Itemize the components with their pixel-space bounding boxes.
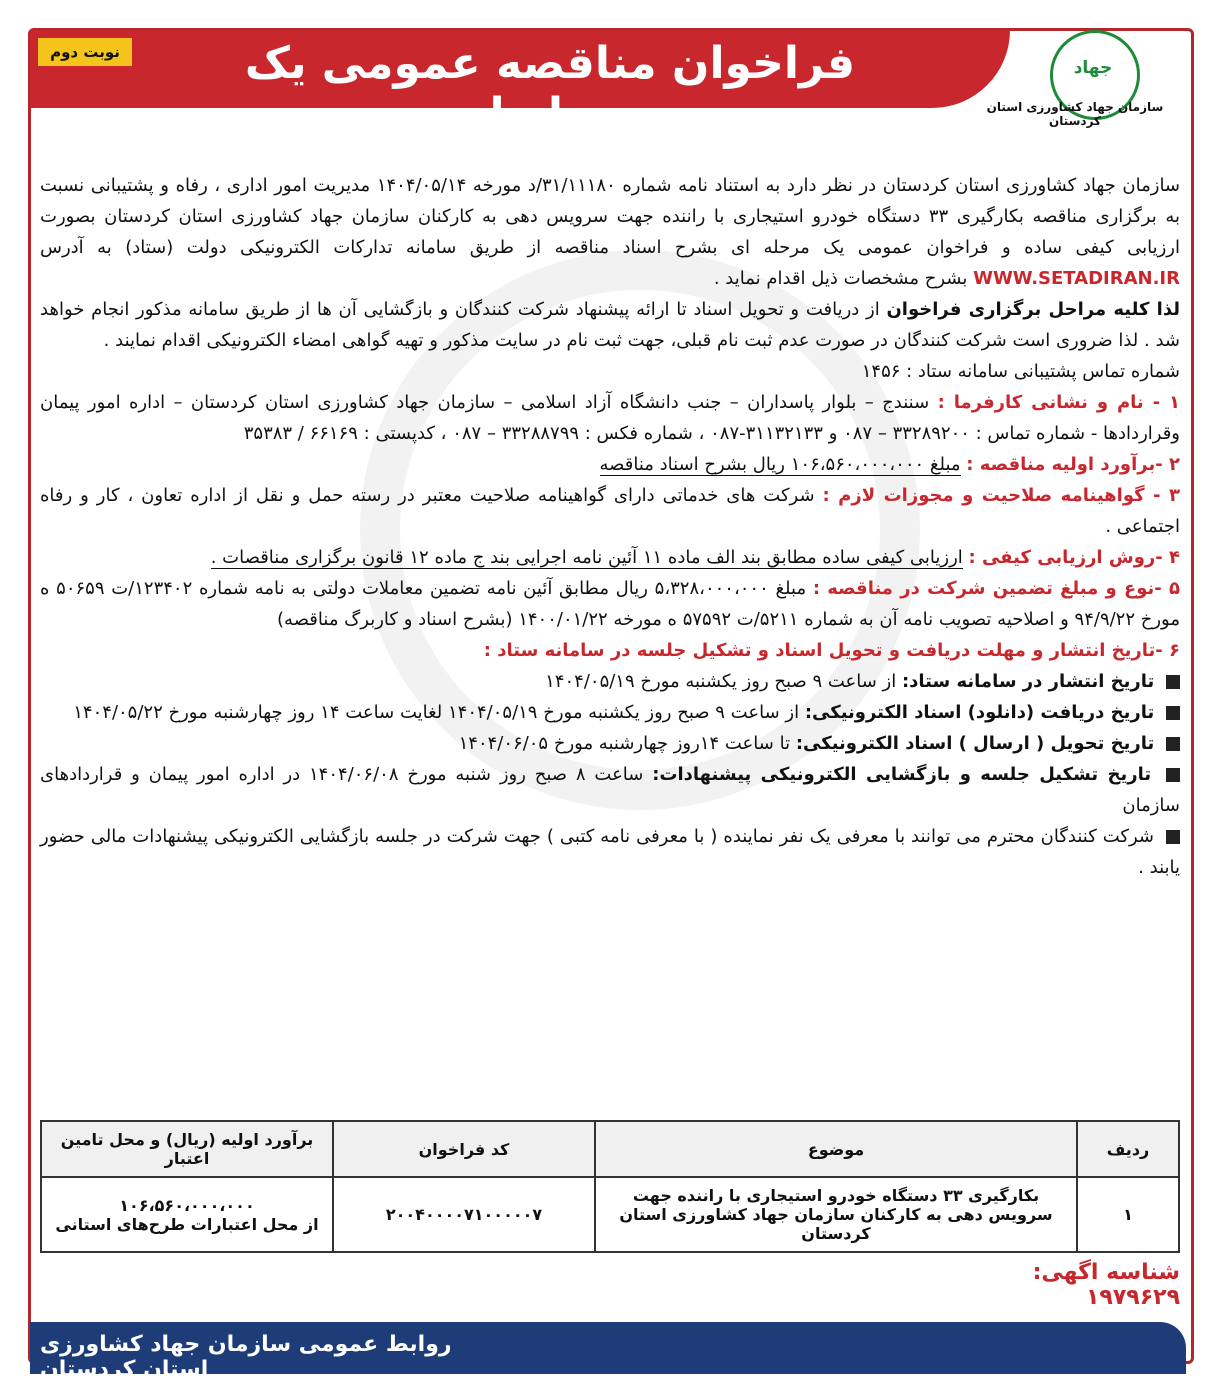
col-header-subject: موضوع (595, 1121, 1077, 1177)
section-5-text: مبلغ ۵،۳۲۸،۰۰۰،۰۰۰ ریال مطابق آئین نامه تضمین معاملات دولتی به نامه شماره ۱۲۳۴۰۲/ت ۵۰۶۵۹ ه مورخ ۹۴/۹/۲۲ و اصلاحیه تصویب نامه آن به شماره ۵۲۱۱/ت ۵۷۵۹۲ ه مورخه ۱۴۰۰/۰۱/۲۲ (بشرح اسناد و کاربرگ مناقصه) (40, 578, 1180, 630)
cell-subject: بکارگیری ۳۳ دستگاه خودرو استیجاری با راننده جهت سرویس دهی به کارکنان سازمان جهاد کشاورزی استان کردستان (595, 1177, 1077, 1252)
table-row (41, 1177, 1179, 1252)
section-5-label: ۵ -نوع و مبلغ تضمین شرکت در مناقصه : (812, 578, 1181, 599)
section-6-label: ۶ -تاریخ انتشار و مهلت دریافت و تحویل اسناد و تشکیل جلسه در سامانه ستاد : (483, 640, 1180, 661)
stages-text: از دریافت و تحویل اسناد تا ارائه پیشنهاد شرکت کنندگان و بازگشایی آن ها از طریق سامانه مذکور انجام خواهد شد . لذا ضروری است شرکت کنندگان در صورت عدم ثبت نام قبلی، جهت ثبت نام در سایت مذکور و تهیه گواهی امضاء الکترونیکی اقدام نمایند . (40, 299, 1180, 351)
page-title: فراخوان مناقصه عمومی یک مرحله ای (244, 38, 856, 140)
cell-amount-source: از محل اعتبارات طرح‌های استانی (55, 1214, 319, 1234)
date-item-opening-label: تاریخ تشکیل جلسه و بازگشایی الکترونیکی پیشنهادات: (652, 764, 1152, 785)
intro-paragraph (40, 170, 1180, 294)
date-item-download-text: از ساعت ۹ صبح روز یکشنبه مورخ ۱۴۰۴/۰۵/۱۹ لغایت ساعت ۱۴ روز چهارشنبه مورخ ۱۴۰۴/۰۵/۲۲ (73, 702, 800, 723)
square-bullet-icon (1166, 768, 1180, 782)
date-item-publish (40, 666, 1180, 697)
date-item-publish-text: از ساعت ۹ صبح روز یکشنبه مورخ ۱۴۰۴/۰۵/۱۹ (545, 671, 897, 692)
date-item-submit (40, 728, 1180, 759)
organization-name: سازمان جهاد کشاورزی استان کردستان (986, 100, 1164, 128)
section-4-label: ۴ -روش ارزیابی کیفی : (968, 547, 1180, 568)
section-4-text: ارزیابی کیفی ساده مطابق بند الف ماده ۱۱ آئین نامه اجرایی بند ج ماده ۱۲ قانون برگزاری مناقصات . (210, 547, 963, 568)
section-3 (40, 480, 1180, 542)
date-item-submit-text: تا ساعت ۱۴روز چهارشنبه مورخ ۱۴۰۴/۰۶/۰۵ (458, 733, 791, 754)
section-1-text: سنندج – بلوار پاسداران – جنب دانشگاه آزاد اسلامی – سازمان جهاد کشاورزی استان کردستان – اداره امور پیمان وقراردادها - شماره تماس : ۳۳۲۸۹۲۰۰ – ۰۸۷ و ۳۱۱۳۲۱۳۳-۰۸۷ ، شماره فکس : ۳۳۲۸۸۷۹۹ – ۰۸۷ ، کدپستی : ۶۶۱۶۹ / ۳۵۳۸۳ (40, 392, 1180, 444)
date-item-download (40, 697, 1180, 728)
square-bullet-icon (1166, 706, 1180, 720)
table-header-row (41, 1121, 1179, 1177)
section-3-text: شرکت های خدماتی دارای گواهینامه صلاحیت معتبر در رسته حمل و نقل از اداره تعاون ، کار و رفاه اجتماعی . (40, 485, 1180, 537)
cell-amount (41, 1177, 333, 1252)
square-bullet-icon (1166, 675, 1180, 689)
support-line: شماره تماس پشتیبانی سامانه ستاد : ۱۴۵۶ (861, 361, 1180, 382)
section-1-label: ۱ - نام و نشانی کارفرما : (937, 392, 1180, 413)
cell-amount-value: ۱۰۶،۵۶۰،۰۰۰،۰۰۰ (119, 1195, 255, 1215)
cell-code: ۲۰۰۴۰۰۰۰۷۱۰۰۰۰۰۷ (333, 1177, 595, 1252)
section-6 (40, 635, 1180, 666)
section-3-label: ۳ - گواهینامه صلاحیت و مجوزات لازم : (822, 485, 1180, 506)
round-badge: نوبت دوم (38, 38, 132, 66)
square-bullet-icon (1166, 830, 1180, 844)
cell-row-number: ۱ (1077, 1177, 1179, 1252)
stages-paragraph (40, 294, 1180, 356)
section-5 (40, 573, 1180, 635)
date-item-opening-text: ساعت ۸ صبح روز شنبه مورخ ۱۴۰۴/۰۶/۰۸ در اداره امور پیمان و قراردادهای سازمان (40, 764, 1180, 816)
notice-body (40, 170, 1180, 883)
logo-text: جهاد (1073, 58, 1113, 78)
date-item-publish-label: تاریخ انتشار در سامانه ستاد: (901, 671, 1155, 692)
stages-heading: لذا کلیه مراحل برگزاری فراخوان (886, 299, 1181, 320)
tender-table (40, 1120, 1180, 1253)
section-2 (40, 449, 1180, 480)
section-2-text: مبلغ ۱۰۶،۵۶۰،۰۰۰،۰۰۰ ریال بشرح اسناد مناقصه (599, 454, 961, 475)
attendance-note-text: شرکت کنندگان محترم می توانند با معرفی یک نفر نماینده ( با معرفی نامه کتبی ) جهت شرکت در جلسه بازگشایی الکترونیکی پیشنهادات مالی حضور یابند . (40, 826, 1180, 878)
attendance-note (40, 821, 1180, 883)
date-item-submit-label: تاریخ تحویل ( ارسال ) اسناد الکترونیکی: (795, 733, 1155, 754)
date-item-download-label: تاریخ دریافت (دانلود) اسناد الکترونیکی: (804, 702, 1155, 723)
date-item-opening (40, 759, 1180, 821)
col-header-row-number: ردیف (1077, 1121, 1179, 1177)
footer-text: روابط عمومی سازمان جهاد کشاورزی استان کردستان (40, 1332, 452, 1382)
square-bullet-icon (1166, 737, 1180, 751)
col-header-amount: برآورد اولیه (ریال) و محل تامین اعتبار (41, 1121, 333, 1177)
col-header-code: کد فراخوان (333, 1121, 595, 1177)
section-4 (40, 542, 1180, 573)
intro-text: سازمان جهاد کشاورزی استان کردستان در نظر دارد به استناد نامه شماره ۳۱/۱۱۱۸۰/د مورخه ۱۴۰۴/۰۵/۱۴ مدیریت امور اداری ، رفاه و پشتیبانی نسبت به برگزاری مناقصه بکارگیری ۳۳ دستگاه خودرو استیجاری با راننده جهت سرویس دهی به کارکنان سازمان جهاد کشاورزی استان کردستان بصورت ارزیابی کیفی ساده و فراخوان عمومی یک مرحله ای بشرح اسناد مناقصه از طریق سامانه تدارکات الکترونیکی دولت (ستاد) به آدرس (40, 175, 1181, 258)
setad-url-link[interactable]: WWW.SETADIRAN.IR (973, 268, 1180, 289)
section-2-label: ۲ -برآورد اولیه مناقصه : (966, 454, 1180, 475)
intro-tail: بشرح مشخصات ذیل اقدام نماید . (713, 268, 968, 289)
ad-id: شناسه اگهی: ۱۹۷۹۶۲۹ (1032, 1260, 1180, 1310)
section-1 (40, 387, 1180, 449)
